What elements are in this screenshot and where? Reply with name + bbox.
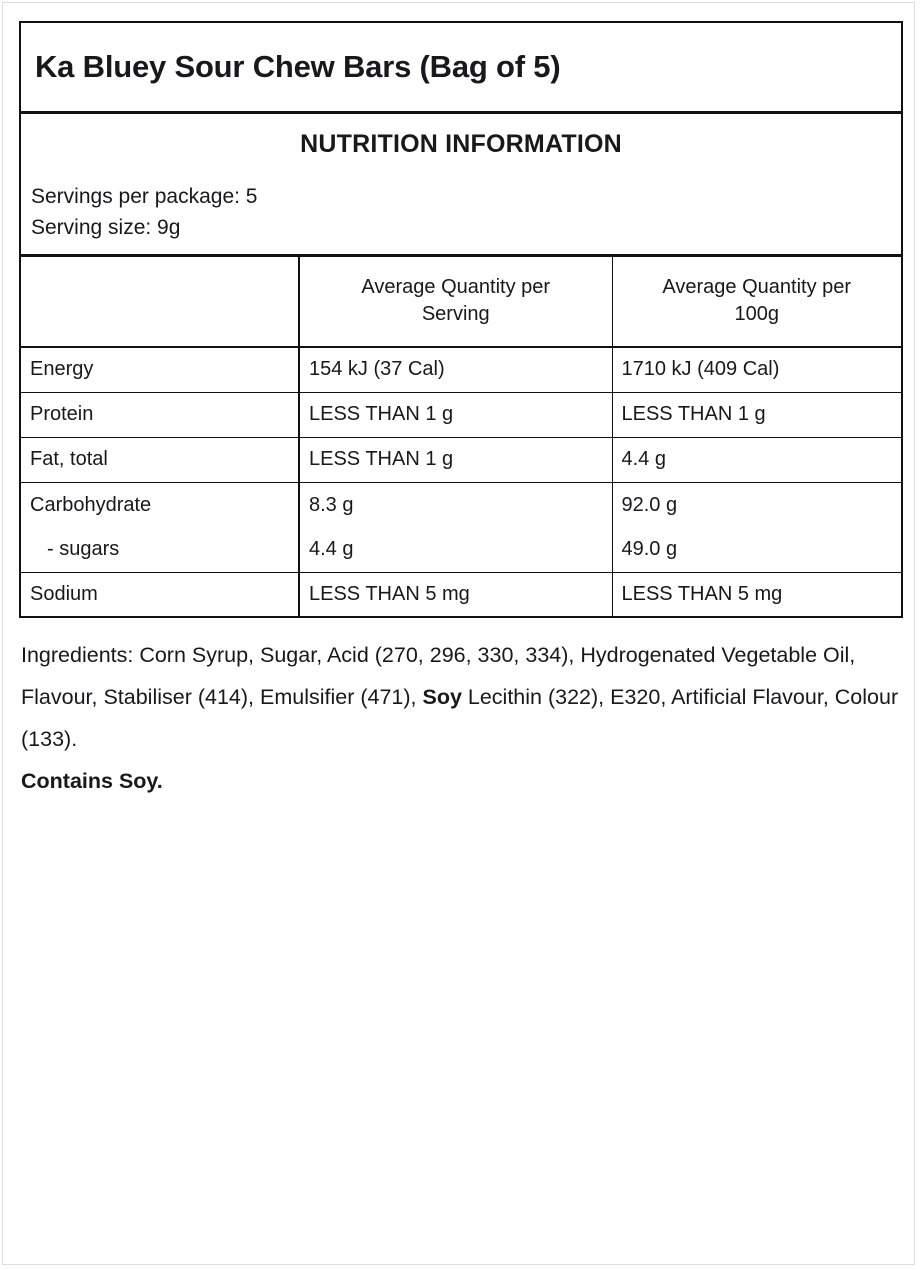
ingredients-text-part1: Ingredients: Corn Syrup, Sugar, Acid (270, 296, 330, 334), Hydrogenated Vegetable Oil, Flavour, Stabiliser (414), Emulsifier (471),: [21, 643, 856, 710]
table-row: [20, 392, 902, 437]
nutrient-value-per-100g: 4.4 g: [612, 437, 902, 482]
nutrient-name: Protein: [20, 392, 299, 437]
ingredients-allergen-soy: Soy: [422, 685, 462, 710]
nutrient-value-per-100g: LESS THAN 5 mg: [612, 572, 902, 617]
column-header-per-100g: [612, 255, 902, 347]
nutrient-value-per-serving: LESS THAN 1 g: [299, 437, 612, 482]
table-row: [20, 437, 902, 482]
nutrient-value-per-100g: [612, 482, 902, 572]
contains-allergen-statement: Contains Soy.: [21, 769, 163, 794]
column-header-per-serving-line2: Serving: [421, 303, 490, 326]
nutrient-value-per-100g: 1710 kJ (409 Cal): [612, 347, 902, 392]
nutrition-label-page: [2, 2, 915, 1265]
nutrient-value-per-100g-main: 92.0 g: [621, 494, 678, 517]
ingredients-statement: [21, 634, 901, 760]
nutrient-value-per-serving: LESS THAN 5 mg: [299, 572, 612, 617]
column-header-per-100g-line2: 100g: [734, 303, 779, 326]
table-row: [20, 482, 902, 572]
nutrient-value-per-serving: [299, 482, 612, 572]
column-header-per-100g-line1: Average Quantity per: [662, 276, 852, 299]
column-header-per-serving-line1: Average Quantity per: [361, 276, 551, 299]
product-title: Ka Bluey Sour Chew Bars (Bag of 5): [35, 48, 561, 84]
nutrient-name-main: Carbohydrate: [30, 494, 152, 517]
column-header-per-serving: [299, 255, 612, 347]
column-header-nutrient: [20, 255, 299, 347]
nutrition-information-heading: NUTRITION INFORMATION: [300, 130, 622, 158]
nutrient-name: Fat, total: [20, 437, 299, 482]
nutrient-value-per-serving-main: 8.3 g: [309, 494, 354, 517]
nutrient-name-sub: - sugars: [47, 538, 120, 561]
nutrient-name: Sodium: [20, 572, 299, 617]
ingredients-text-part2: Lecithin (322), E320, Artificial Flavour, Colour (133).: [21, 685, 899, 752]
nutrition-label: [19, 21, 903, 802]
servings-per-package: Servings per package: 5: [31, 185, 258, 208]
nutrient-value-per-serving: 154 kJ (37 Cal): [299, 347, 612, 392]
nutrition-table: [19, 254, 903, 619]
nutrient-value-per-serving: LESS THAN 1 g: [299, 392, 612, 437]
ingredients-block: [19, 634, 903, 802]
serving-size: Serving size: 9g: [31, 216, 181, 240]
table-row: [20, 572, 902, 617]
table-row: [20, 347, 902, 392]
nutrient-name: [20, 482, 299, 572]
nutrient-value-per-100g-sub: 49.0 g: [621, 538, 678, 561]
nutrient-value-per-serving-sub: 4.4 g: [309, 538, 354, 561]
title-panel: [19, 21, 903, 111]
nutrient-name: Energy: [20, 347, 299, 392]
nutrient-value-per-100g: LESS THAN 1 g: [612, 392, 902, 437]
nutrition-information-panel: [19, 111, 903, 254]
table-header-row: [20, 255, 902, 347]
